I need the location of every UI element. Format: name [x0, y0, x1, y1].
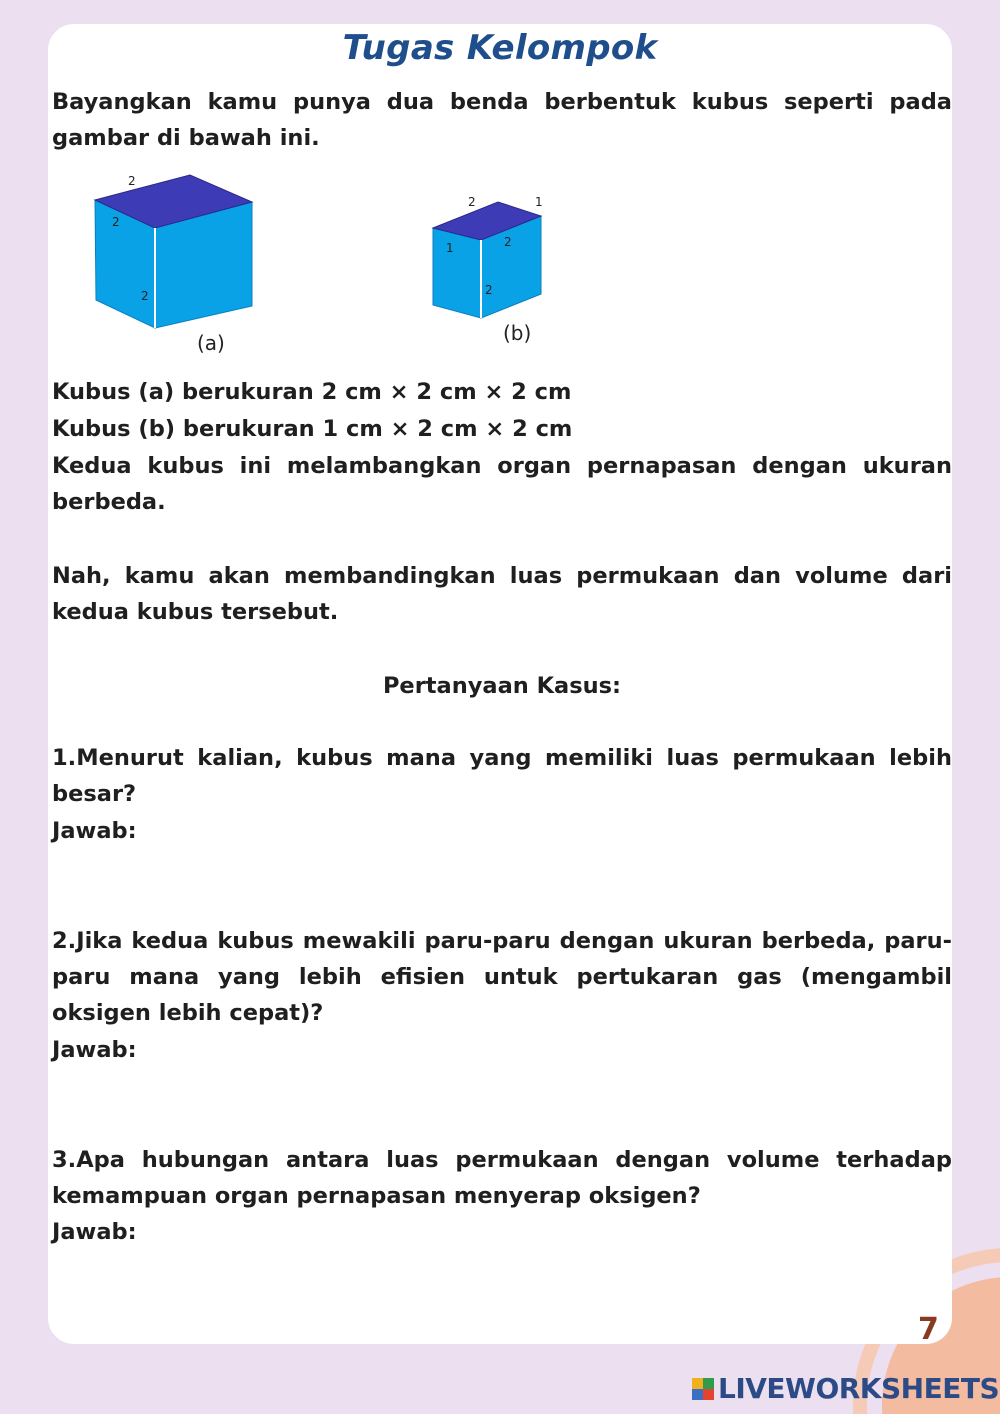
cube-a-label-top: 2 [128, 174, 136, 188]
question-1: 1.Menurut kalian, kubus mana yang memiliki luas permukaan lebih besar? [52, 745, 952, 807]
question-2: 2.Jika kedua kubus mewakili paru-paru dengan ukuran berbeda, paru-paru mana yang lebih efisien untuk pertukaran gas (mengambil oksigen lebih cepat)? [52, 928, 952, 1026]
liveworksheets-logo [692, 1372, 999, 1405]
cube-b-size-text: Kubus (b) berukuran 1 cm × 2 cm × 2 cm [52, 416, 573, 442]
liveworksheets-icon [692, 1378, 714, 1400]
cube-a-size-text: Kubus (a) berukuran 2 cm × 2 cm × 2 cm [52, 379, 572, 405]
answer-label-3: Jawab: [52, 1219, 137, 1245]
cube-a-label-height: 2 [141, 289, 149, 303]
cube-b-label-top-right: 1 [535, 195, 543, 209]
cube-b-caption: (b) [503, 321, 532, 345]
page-number: 7 [918, 1312, 939, 1347]
cube-b-label-height: 2 [485, 283, 493, 297]
answer-label-1: Jawab: [52, 818, 137, 844]
page-title: Tugas Kelompok [342, 28, 658, 68]
cube-a [95, 174, 252, 355]
brand-name: LIVEWORKSHEETS [718, 1372, 1000, 1405]
cube-b-label-side: 2 [504, 235, 512, 249]
cube-a-caption: (a) [197, 331, 225, 355]
intro-text: Bayangkan kamu punya dua benda berbentuk kubus seperti pada gambar di bawah ini. [52, 89, 952, 151]
instruction-text: Nah, kamu akan membandingkan luas permukaan dan volume dari kedua kubus tersebut. [52, 563, 952, 625]
answer-label-2: Jawab: [52, 1037, 137, 1063]
cube-b-label-top-left: 2 [468, 195, 476, 209]
cube-a-label-left: 2 [112, 215, 120, 229]
cube-b [433, 195, 543, 345]
description-text: Kedua kubus ini melambangkan organ pernapasan dengan ukuran berbeda. [52, 453, 952, 515]
cubes-figure [0, 160, 1000, 360]
cube-b-label-front: 1 [446, 241, 454, 255]
question-3: 3.Apa hubungan antara luas permukaan dengan volume terhadap kemampuan organ pernapasan menyerap oksigen? [52, 1147, 952, 1209]
section-heading: Pertanyaan Kasus: [382, 673, 622, 699]
